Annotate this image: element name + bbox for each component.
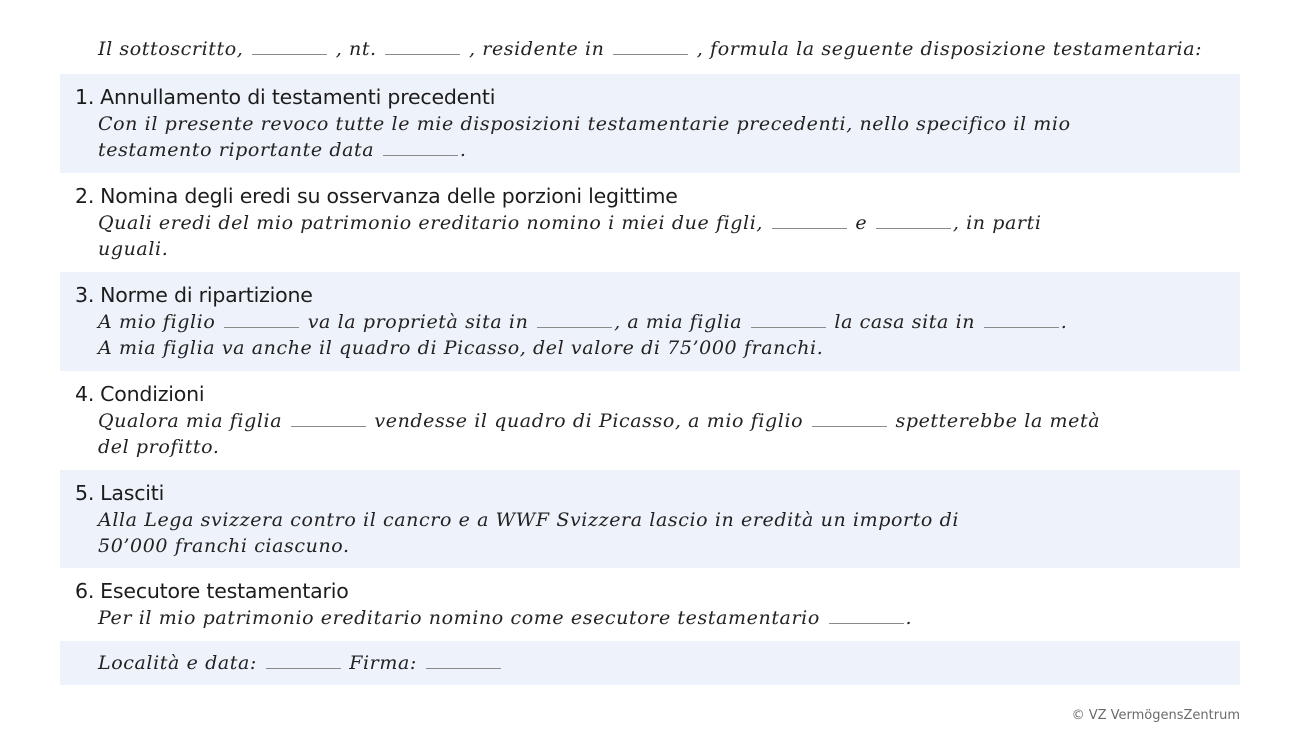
section-text-line: uguali. <box>98 238 169 260</box>
intro-text-4: , formula la seguente disposizione testamentaria: <box>696 38 1203 60</box>
text-fragment: , in parti <box>952 212 1042 234</box>
section-number: 4. <box>75 382 95 406</box>
text-fragment: spetterebbe la metà <box>895 410 1101 432</box>
son-name-blank[interactable] <box>224 327 299 328</box>
section-number: 1. <box>75 85 95 109</box>
section-heading <box>75 283 313 307</box>
text-fragment: Quali eredi del mio patrimonio ereditario nomino i miei due figli, <box>98 212 764 234</box>
text-fragment: Per il mio patrimonio ereditario nomino come esecutore testamentario <box>98 607 820 629</box>
section-text-line <box>98 607 912 629</box>
residence-blank[interactable] <box>613 54 688 55</box>
section-conditions <box>60 371 1240 470</box>
text-fragment: . <box>905 607 913 629</box>
section-heading <box>75 85 495 109</box>
section-number: 6. <box>75 579 95 603</box>
daughter-name-blank[interactable] <box>751 327 826 328</box>
birthdate-blank[interactable] <box>385 54 460 55</box>
section-text-line <box>98 139 467 161</box>
place-date-blank[interactable] <box>266 668 341 669</box>
text-fragment: . <box>459 139 467 161</box>
section-title: Lasciti <box>100 481 165 505</box>
signature-row <box>60 641 1240 685</box>
house-location-blank[interactable] <box>984 327 1059 328</box>
section-number: 5. <box>75 481 95 505</box>
executor-name-blank[interactable] <box>829 623 904 624</box>
text-fragment: e <box>855 212 868 234</box>
property-location-blank[interactable] <box>537 327 612 328</box>
section-number: 3. <box>75 283 95 307</box>
text-fragment: va la proprietà sita in <box>307 311 529 333</box>
section-text-line: Con il presente revoco tutte le mie disposizioni testamentarie precedenti, nello specifico il mio <box>98 113 1071 135</box>
section-text-line <box>98 311 1067 333</box>
text-fragment: . <box>1060 311 1068 333</box>
section-text-line <box>98 410 1100 432</box>
text-fragment: testamento riportante data <box>98 139 375 161</box>
intro-text-3: , residente in <box>468 38 605 60</box>
daughter-name-blank[interactable] <box>876 228 951 229</box>
son-name-blank[interactable] <box>772 228 847 229</box>
signature-line <box>98 652 503 674</box>
daughter-name-blank[interactable] <box>291 426 366 427</box>
section-heading <box>75 579 349 603</box>
section-text-line: del profitto. <box>98 436 220 458</box>
section-heading <box>75 184 678 208</box>
section-title: Norme di ripartizione <box>100 283 313 307</box>
section-title: Annullamento di testamenti precedenti <box>100 85 496 109</box>
previous-will-date-blank[interactable] <box>383 155 458 156</box>
signature-blank[interactable] <box>426 668 501 669</box>
section-text-line: 50’000 franchi ciascuno. <box>98 535 350 557</box>
section-title: Condizioni <box>100 382 205 406</box>
section-text-line: Alla Lega svizzera contro il cancro e a WWF Svizzera lascio in eredità un importo di <box>98 509 960 531</box>
text-fragment: , a mia figlia <box>614 311 743 333</box>
section-distribution <box>60 272 1240 371</box>
section-title: Nomina degli eredi su osservanza delle porzioni legittime <box>100 184 678 208</box>
intro-line <box>98 38 1202 60</box>
text-fragment: A mio figlio <box>98 311 216 333</box>
intro-text-2: , nt. <box>335 38 377 60</box>
section-heirs <box>60 173 1240 272</box>
section-text-line: A mia figlia va anche il quadro di Picasso, del valore di 75’000 franchi. <box>98 337 824 359</box>
text-fragment: la casa sita in <box>834 311 976 333</box>
name-blank[interactable] <box>252 54 327 55</box>
place-date-label: Località e data: <box>98 652 257 674</box>
section-number: 2. <box>75 184 95 208</box>
section-executor <box>60 568 1240 641</box>
section-heading <box>75 382 204 406</box>
signature-label: Firma: <box>349 652 417 674</box>
section-revocation <box>60 74 1240 173</box>
section-title: Esecutore testamentario <box>100 579 349 603</box>
son-name-blank[interactable] <box>812 426 887 427</box>
intro-text-1: Il sottoscritto, <box>98 38 244 60</box>
section-heading <box>75 481 164 505</box>
section-bequests <box>60 470 1240 568</box>
text-fragment: Qualora mia figlia <box>98 410 283 432</box>
section-text-line <box>98 212 1042 234</box>
copyright-notice: © VZ VermögensZentrum <box>1071 708 1240 723</box>
text-fragment: vendesse il quadro di Picasso, a mio figlio <box>374 410 804 432</box>
